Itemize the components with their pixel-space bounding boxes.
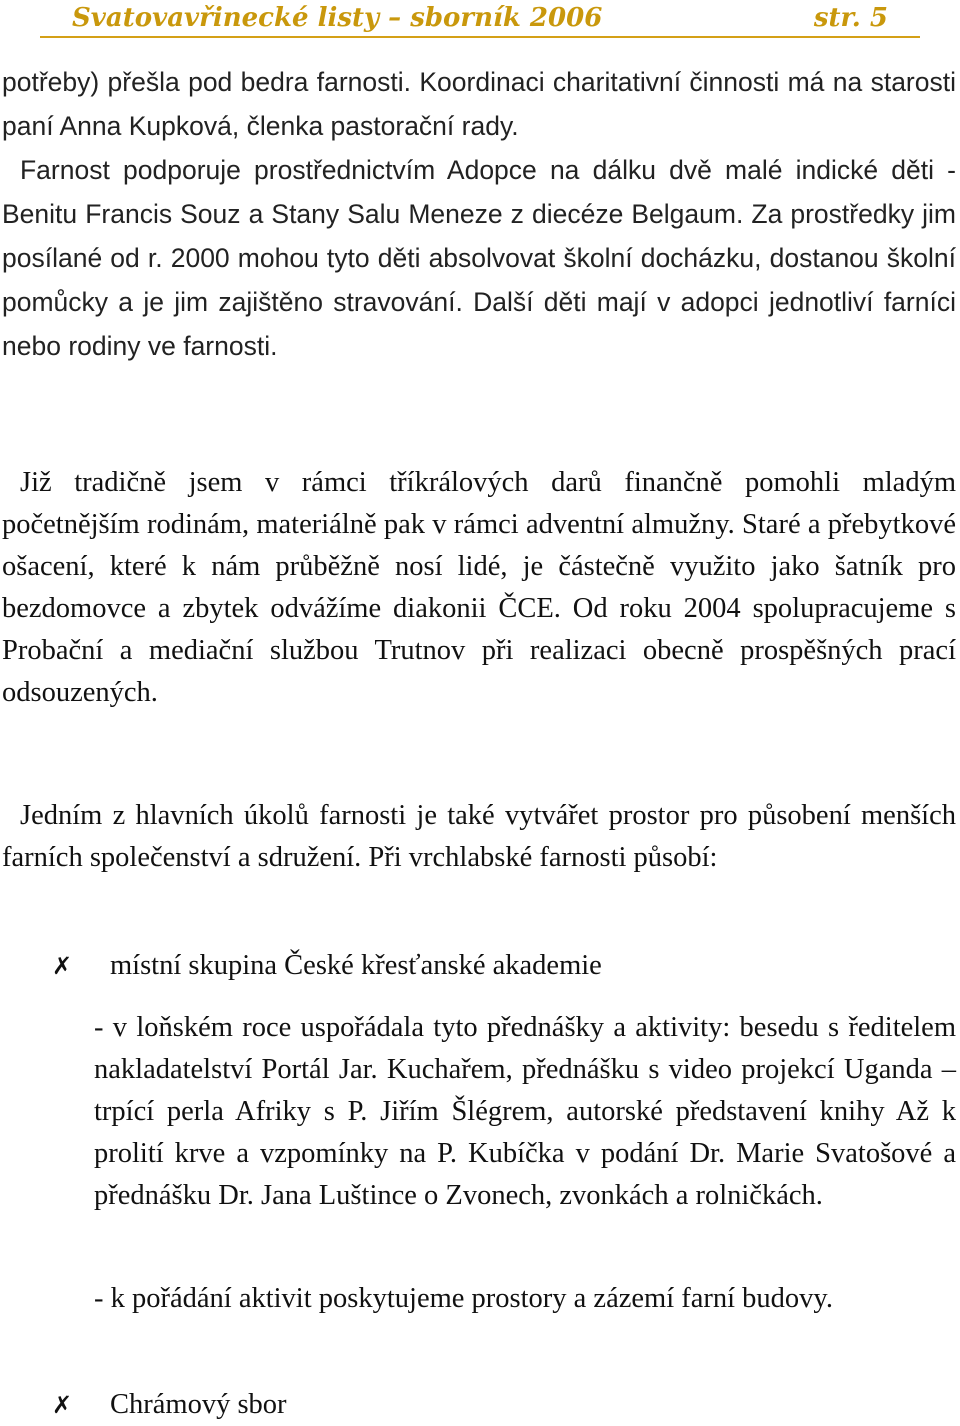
paragraph-charity: [2, 60, 956, 368]
paragraph-charity-part1: potřeby) přešla pod bedra farnosti. Koordinaci charitativní činnosti má na starosti paní Anna Kupková, členka pastorační rady.: [2, 67, 956, 141]
list-item-label: Chrámový sbor: [110, 1389, 287, 1420]
page-number: str. 5: [813, 3, 888, 33]
paragraph-communities: Jedním z hlavních úkolů farnosti je také vytvářet prostor pro působení menších farních společenství a sdružení. Při vrchlabské farnosti působí:: [2, 800, 956, 873]
list-item-detail: - k pořádání aktivit poskytujeme prostory a zázemí farní budovy.: [94, 1283, 833, 1314]
paragraph-gifts: Již tradičně jsem v rámci tříkrálových darů finančně pomohli mladým početnějším rodinám, materiálně pak v rámci adventní almužny. Staré a přebytkové ošacení, které k nám průběžně nosí lidé, je částečně využito jako šatník pro bezdomovce a zbytek odvážíme diakonii ČCE. Od roku 2004 spolupracujeme s Probační a mediační službou Trutnov při realizaci obecně prospěšných prací odsouzených.: [2, 467, 956, 708]
list-item-detail: - v loňském roce uspořádala tyto přednášky a aktivity: besedu s ředitelem nakladatelství Portál Jar. Kuchařem, přednášku s video projekcí Uganda – trpící perla Afriky s P. Jiřím Šlégrem, autorské představení knihy Až k prolití krve a vzpomínky na P. Kubíčka v podání Dr. Marie Svatošové a přednášku Dr. Jana Luštince o Zvonech, zvonkách a rolničkách.: [94, 1012, 956, 1211]
publication-title: Svatovavřinecké listy – sborník 2006: [72, 3, 603, 33]
list-item-label: místní skupina České křesťanské akademie: [110, 950, 602, 981]
paragraph-adoption: Farnost podporuje prostřednictvím Adopce na dálku dvě malé indické děti - Benitu Francis Souz a Stany Salu Meneze z diecéze Belgaum. Za prostředky jim posílané od r. 2000 mohou tyto děti absolvovat školní docházku, dostanou školní pomůcky a je jim zajištěno stravování. Další děti mají v adopci jednotliví farníci nebo rodiny ve farnosti.: [2, 155, 956, 361]
page-header: [40, 0, 920, 38]
cross-bullet-icon: ✗: [52, 952, 73, 980]
cross-bullet-icon: ✗: [52, 1391, 73, 1419]
